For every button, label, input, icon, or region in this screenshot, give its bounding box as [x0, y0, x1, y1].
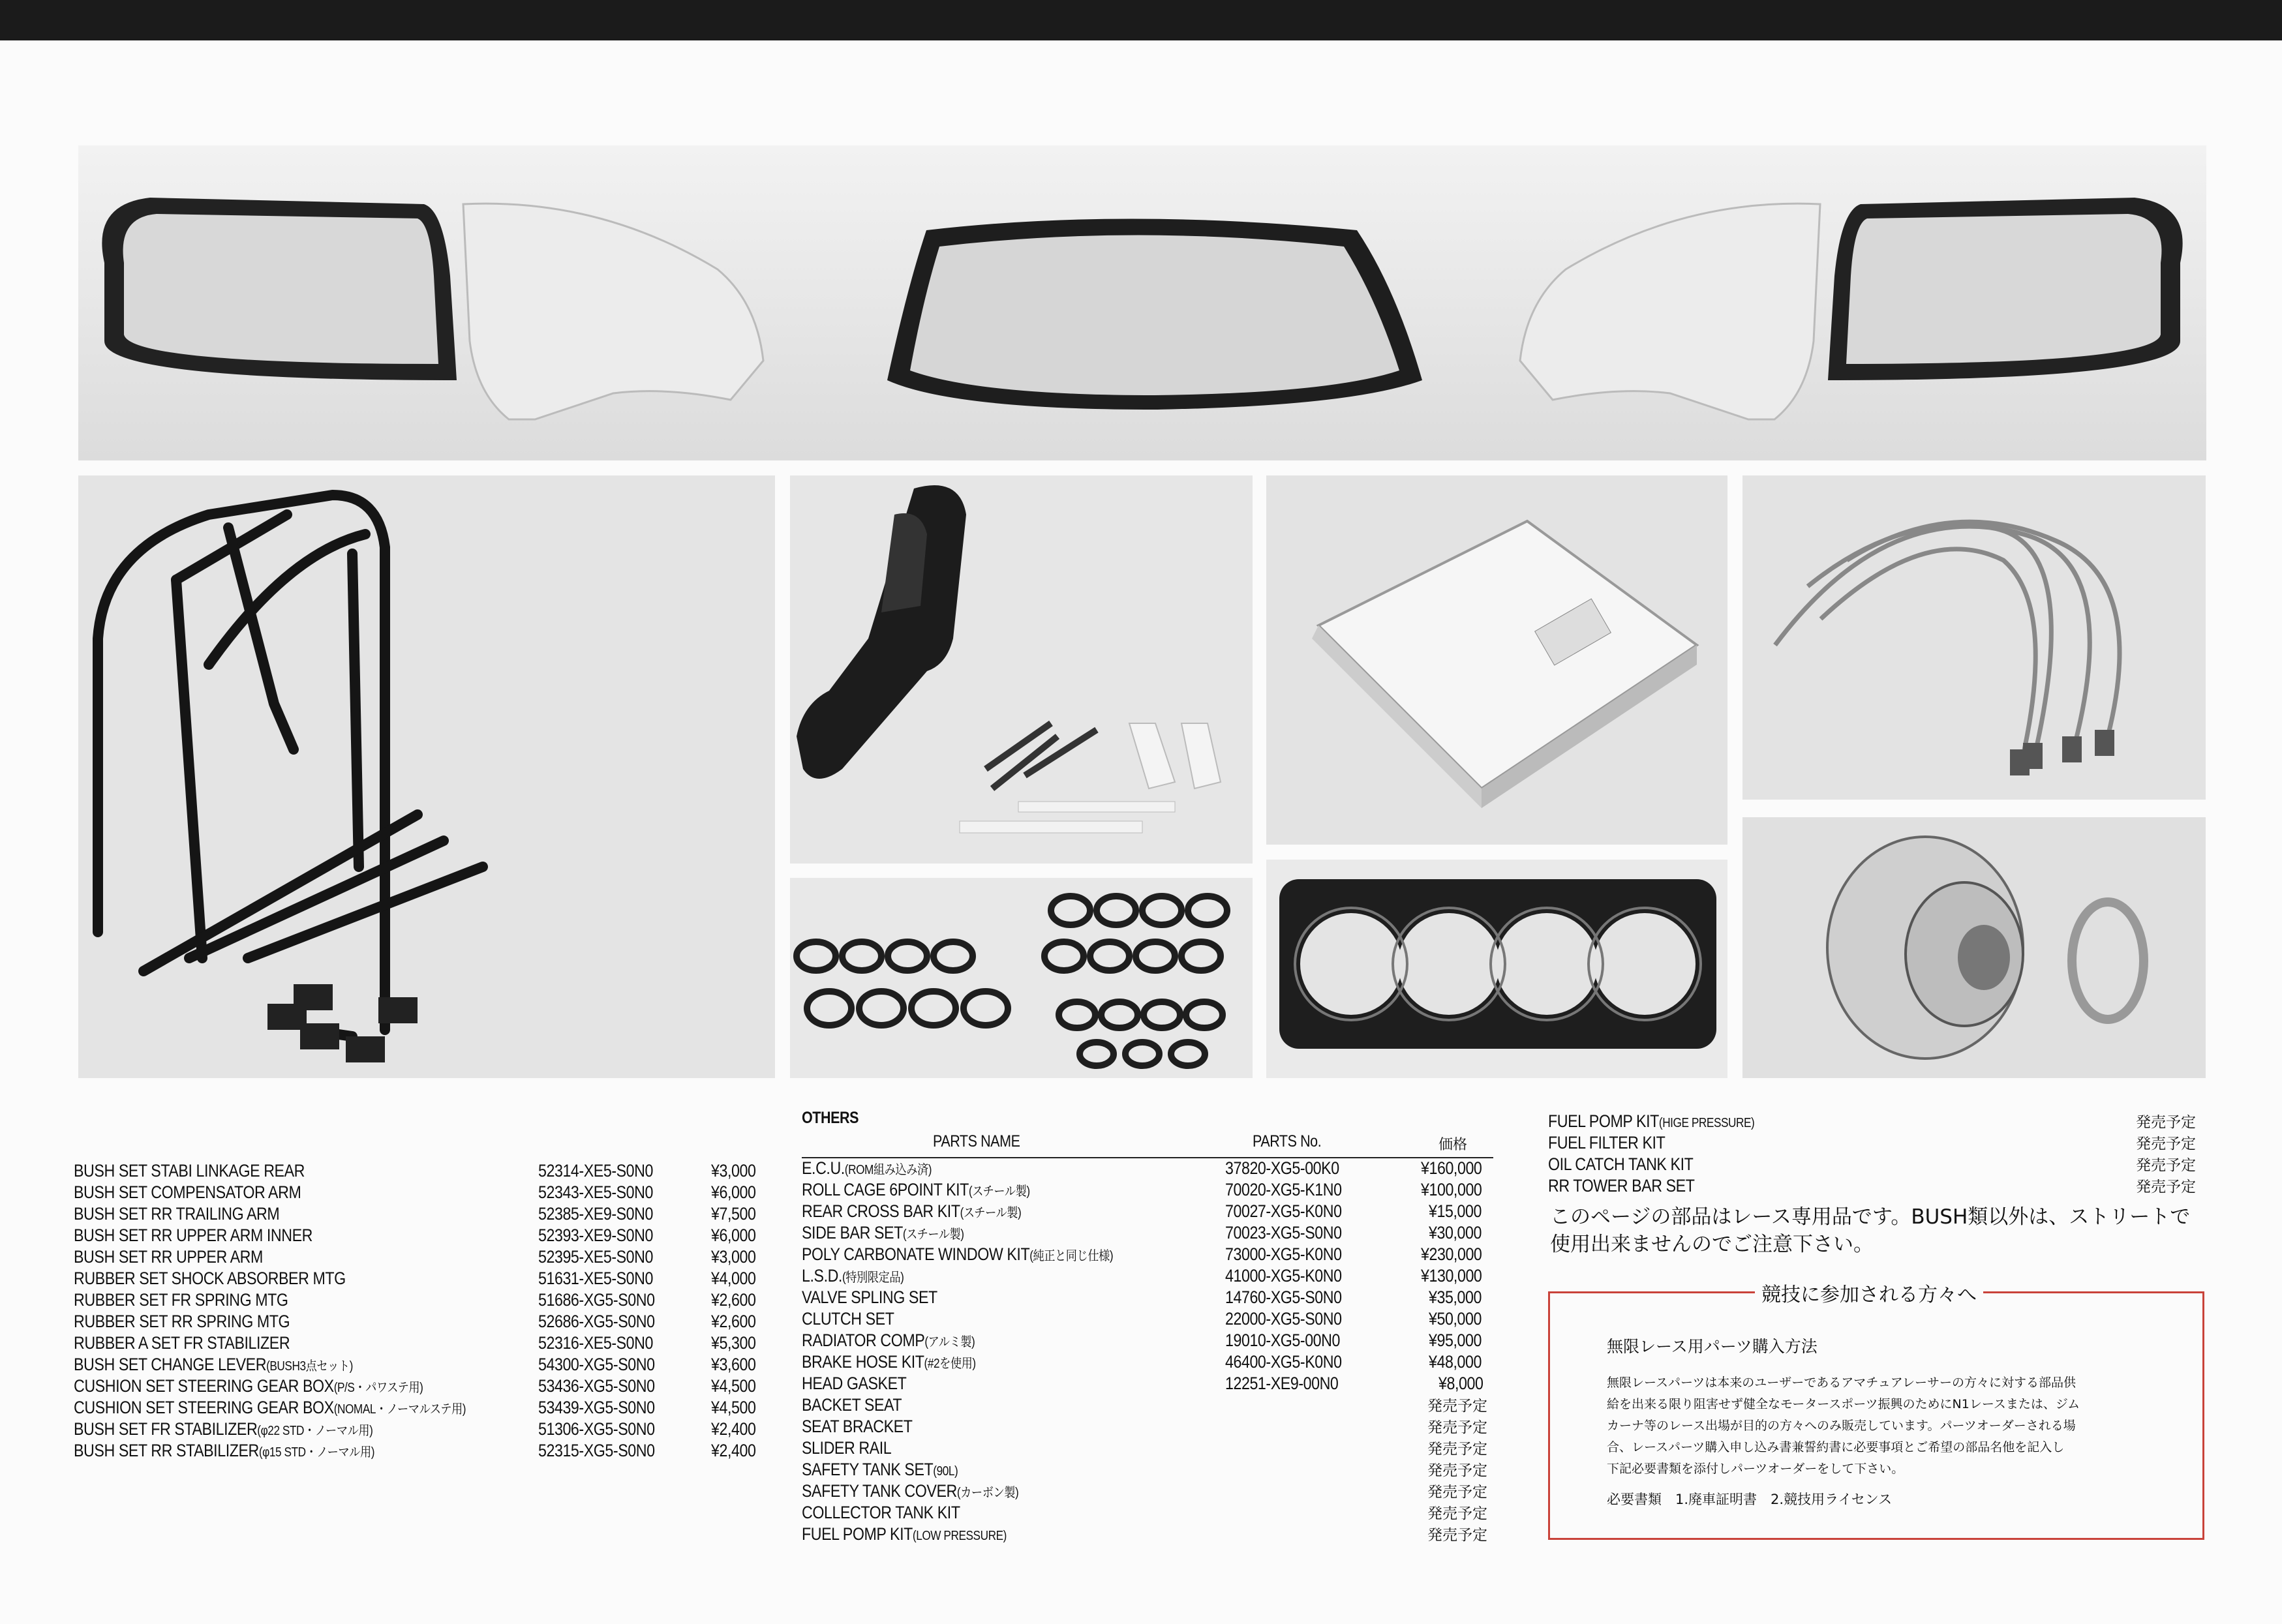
- table-row: REAR CROSS BAR KIT(スチール製): [802, 1201, 1022, 1221]
- price: ¥4,000: [711, 1269, 756, 1288]
- part-number: 37820-XG5-00K0: [1225, 1158, 1339, 1178]
- table-row: L.S.D.(特別限定品): [802, 1266, 904, 1286]
- warning-line-2: 使用出来ませんのでご注意下さい。: [1550, 1233, 1874, 1256]
- price: ¥230,000: [1421, 1244, 1482, 1264]
- price: ¥2,400: [711, 1419, 756, 1439]
- part-number: 41000-XG5-K0N0: [1225, 1266, 1342, 1286]
- list-item: FUEL POMP KIT(HIGE PRESSURE): [1548, 1111, 1755, 1131]
- part-number: 70020-XG5-K1N0: [1225, 1180, 1342, 1199]
- list-item: BUSH SET COMPENSATOR ARM: [74, 1182, 301, 1202]
- notice-body-line: 無限レースパーツは本来のユーザーであるアマチュアレーサーの方々に対する部品供: [1607, 1376, 2076, 1390]
- part-number: 52393-XE9-S0N0: [538, 1226, 653, 1245]
- price: 発売予定: [1427, 1398, 1487, 1415]
- table-row: HEAD GASKET: [802, 1374, 907, 1393]
- price: 発売予定: [1427, 1419, 1487, 1436]
- seat-photo: [790, 475, 1253, 864]
- table-row: ROLL CAGE 6POINT KIT(スチール製): [802, 1180, 1030, 1199]
- price: 発売予定: [1427, 1484, 1487, 1501]
- price: ¥95,000: [1429, 1331, 1482, 1350]
- others-heading: OTHERS: [802, 1109, 859, 1127]
- price: 発売予定: [2136, 1179, 2196, 1195]
- price: ¥30,000: [1429, 1223, 1482, 1242]
- price: ¥6,000: [711, 1226, 756, 1245]
- price: ¥130,000: [1421, 1266, 1482, 1286]
- part-number: 51306-XG5-S0N0: [538, 1419, 655, 1439]
- part-number: 52343-XE5-S0N0: [538, 1182, 653, 1202]
- notice-body-line: 合、レースパーツ購入申し込み書兼誓約書に必要事項とご希望の部品名他を記入し: [1607, 1440, 2065, 1454]
- price: ¥2,400: [711, 1441, 756, 1460]
- part-number: 19010-XG5-00N0: [1225, 1331, 1340, 1350]
- list-item: BUSH SET STABI LINKAGE REAR: [74, 1161, 305, 1180]
- price: 発売予定: [2136, 1135, 2196, 1152]
- list-item: RUBBER SET RR SPRING MTG: [74, 1312, 290, 1331]
- col-parts-name: PARTS NAME: [933, 1132, 1020, 1150]
- price: ¥3,600: [711, 1355, 756, 1374]
- part-number: 70023-XG5-S0N0: [1225, 1223, 1342, 1242]
- price: 発売予定: [1427, 1527, 1487, 1544]
- list-item: OIL CATCH TANK KIT: [1548, 1154, 1694, 1174]
- price: ¥2,600: [711, 1290, 756, 1310]
- part-number: 12251-XE9-00N0: [1225, 1374, 1339, 1393]
- list-item: BUSH SET CHANGE LEVER(BUSH3点セット): [74, 1355, 353, 1374]
- table-row: BACKET SEAT: [802, 1395, 902, 1415]
- warning-line-1: このページの部品はレース専用品です。BUSH類以外は、ストリートで: [1550, 1205, 2191, 1229]
- part-number: 53436-XG5-S0N0: [538, 1376, 655, 1396]
- price: 発売予定: [2136, 1114, 2196, 1131]
- part-number: 14760-XG5-S0N0: [1225, 1287, 1342, 1307]
- table-row: BRAKE HOSE KIT(#2を使用): [802, 1352, 976, 1372]
- part-number: 73000-XG5-K0N0: [1225, 1244, 1342, 1264]
- price: ¥15,000: [1429, 1201, 1482, 1221]
- price: ¥8,000: [1438, 1374, 1483, 1393]
- part-number: 52315-XG5-S0N0: [538, 1441, 655, 1460]
- list-item: RUBBER SET FR SPRING MTG: [74, 1290, 288, 1310]
- lsd-photo: [1742, 817, 2206, 1078]
- part-number: 51686-XG5-S0N0: [538, 1290, 655, 1310]
- list-item: RR TOWER BAR SET: [1548, 1176, 1695, 1195]
- price: ¥100,000: [1421, 1180, 1482, 1199]
- windows-photo: [78, 145, 2206, 460]
- notice-required-docs: 必要書類 1.廃車証明書 2.競技用ライセンス: [1607, 1492, 1893, 1507]
- table-row: E.C.U.(ROM組み込み済): [802, 1158, 932, 1178]
- price: ¥7,500: [711, 1204, 756, 1224]
- price: ¥48,000: [1429, 1352, 1482, 1372]
- table-row: COLLECTOR TANK KIT: [802, 1503, 960, 1522]
- price: ¥5,300: [711, 1333, 756, 1353]
- part-number: 54300-XG5-S0N0: [538, 1355, 655, 1374]
- price: 発売予定: [2136, 1157, 2196, 1174]
- table-row: SAFETY TANK COVER(カーボン製): [802, 1481, 1019, 1501]
- price: ¥2,600: [711, 1312, 756, 1331]
- part-number: 70027-XG5-K0N0: [1225, 1201, 1342, 1221]
- table-row: VALVE SPLING SET: [802, 1287, 937, 1307]
- brake-hose-photo: [1742, 475, 2206, 800]
- head-gasket-photo: [1266, 860, 1727, 1078]
- list-item: BUSH SET RR UPPER ARM INNER: [74, 1226, 313, 1245]
- price: 発売予定: [1427, 1441, 1487, 1458]
- price: 発売予定: [1427, 1462, 1487, 1479]
- table-row: SIDE BAR SET(スチール製): [802, 1223, 964, 1242]
- table-row: POLY CARBONATE WINDOW KIT(純正と同じ仕様): [802, 1244, 1114, 1264]
- ecu-photo: [1266, 475, 1727, 845]
- notice-body-line: 給を出来る限り阻害せず健全なモータースポーツ振興のためにN1レースまたは、ジム: [1607, 1397, 2080, 1411]
- part-number: 22000-XG5-S0N0: [1225, 1309, 1342, 1329]
- table-row: SEAT BRACKET: [802, 1417, 913, 1436]
- table-row: SAFETY TANK SET(90L): [802, 1460, 958, 1479]
- price: ¥50,000: [1429, 1309, 1482, 1329]
- table-row: CLUTCH SET: [802, 1309, 894, 1329]
- price: ¥6,000: [711, 1182, 756, 1202]
- part-number: 51631-XE5-S0N0: [538, 1269, 653, 1288]
- price: ¥3,000: [711, 1247, 756, 1267]
- list-item: FUEL FILTER KIT: [1548, 1133, 1666, 1152]
- list-item: BUSH SET RR TRAILING ARM: [74, 1204, 280, 1224]
- price: ¥3,000: [711, 1161, 756, 1180]
- list-item: BUSH SET RR STABILIZER(φ15 STD・ノーマル用): [74, 1441, 375, 1460]
- roll-cage-photo: [78, 475, 775, 1078]
- list-item: RUBBER A SET FR STABILIZER: [74, 1333, 290, 1353]
- notice-title: 競技に参加される方々へ: [1755, 1278, 1983, 1307]
- part-number: 53439-XG5-S0N0: [538, 1398, 655, 1417]
- part-number: 52316-XE5-S0N0: [538, 1333, 653, 1353]
- table-row: SLIDER RAIL: [802, 1438, 892, 1458]
- list-item: BUSH SET FR STABILIZER(φ22 STD・ノーマル用): [74, 1419, 373, 1439]
- notice-heading: 無限レース用パーツ購入方法: [1607, 1337, 1818, 1356]
- part-number: 52395-XE5-S0N0: [538, 1247, 653, 1267]
- part-number: 46400-XG5-K0N0: [1225, 1352, 1342, 1372]
- part-number: 52686-XG5-S0N0: [538, 1312, 655, 1331]
- list-item: RUBBER SET SHOCK ABSORBER MTG: [74, 1269, 346, 1288]
- notice-body-line: カーナ等のレース出場が目的の方々へのみ販売しています。パーツオーダーされる場: [1607, 1419, 2076, 1433]
- list-item: BUSH SET RR UPPER ARM: [74, 1247, 263, 1267]
- col-price: 価格: [1438, 1137, 1468, 1153]
- notice-body-line: 下記必要書類を添付しパーツオーダーをして下さい。: [1607, 1462, 1904, 1476]
- col-parts-no: PARTS No.: [1253, 1132, 1322, 1150]
- list-item: CUSHION SET STEERING GEAR BOX(P/S・パワステ用): [74, 1376, 423, 1396]
- list-item: CUSHION SET STEERING GEAR BOX(NOMAL・ノーマルステ用): [74, 1398, 466, 1417]
- part-number: 52314-XE5-S0N0: [538, 1161, 653, 1180]
- price: ¥4,500: [711, 1376, 756, 1396]
- price: ¥35,000: [1429, 1287, 1482, 1307]
- table-row: RADIATOR COMP(アルミ製): [802, 1331, 975, 1350]
- table-row: FUEL POMP KIT(LOW PRESSURE): [802, 1524, 1007, 1544]
- part-number: 52385-XE9-S0N0: [538, 1204, 653, 1224]
- price: ¥4,500: [711, 1398, 756, 1417]
- price: 発売予定: [1427, 1505, 1487, 1522]
- valve-spring-photo: [790, 878, 1253, 1078]
- top-border: [0, 0, 2282, 40]
- price: ¥160,000: [1421, 1158, 1482, 1178]
